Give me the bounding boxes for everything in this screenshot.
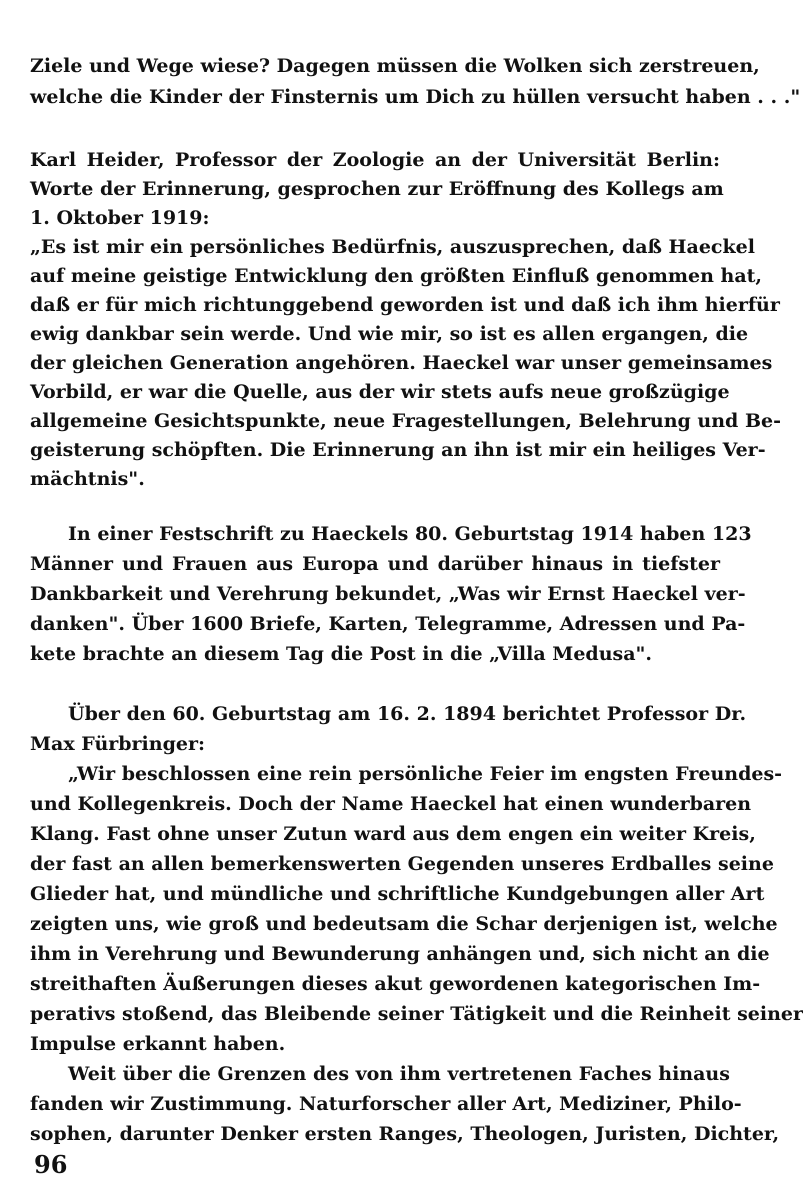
text-line: welche die Kinder der Finsternis um Dich zu hüllen versucht haben . . ." (30, 86, 801, 108)
text-line: Ziele und Wege wiese? Dagegen müssen die Wolken sich zerstreuen, (30, 55, 760, 77)
text-line: Dankbarkeit und Verehrung bekundet, „Was wir Ernst Haeckel ver- (30, 583, 746, 605)
text-line: mächtnis". (30, 468, 145, 490)
text-line: Glieder hat, und mündliche und schriftliche Kundgebungen aller Art (30, 883, 765, 905)
text-line: Weit über die Grenzen des von ihm vertretenen Faches hinaus (68, 1063, 730, 1085)
text-line: und Kollegenkreis. Doch der Name Haeckel hat einen wunderbaren (30, 793, 752, 815)
text-line: kete brachte an diesem Tag die Post in die „Villa Medusa". (30, 643, 653, 665)
text-line: Worte der Erinnerung, gesprochen zur Eröffnung des Kollegs am (30, 178, 724, 200)
text-line: „Es ist mir ein persönliches Bedürfnis, auszusprechen, daß Haeckel (30, 236, 755, 258)
text-line: danken". Über 1600 Briefe, Karten, Telegramme, Adressen und Pa- (30, 613, 746, 635)
text-line: der gleichen Generation angehören. Haeckel war unser gemeinsames (30, 352, 773, 374)
text-line: „Wir beschlossen eine rein persönliche Feier im engsten Freundes- (68, 763, 783, 785)
text-line: Über den 60. Geburtstag am 16. 2. 1894 berichtet Professor Dr. (68, 703, 747, 725)
text-line: Impulse erkannt haben. (30, 1033, 286, 1055)
text-line: zeigten uns, wie groß und bedeutsam die Schar derjenigen ist, welche (30, 913, 778, 935)
text-line: streithaften Äußerungen dieses akut gewordenen kategorischen Im- (30, 973, 761, 995)
text-line: sophen, darunter Denker ersten Ranges, Theologen, Juristen, Dichter, (30, 1123, 780, 1145)
text-line: fanden wir Zustimmung. Naturforscher aller Art, Mediziner, Philo- (30, 1093, 742, 1115)
text-line: 1. Oktober 1919: (30, 207, 210, 229)
text-line: Vorbild, er war die Quelle, aus der wir stets aufs neue großzügige (30, 381, 730, 403)
text-line: der fast an allen bemerkenswerten Gegenden unseres Erdballes seine (30, 853, 774, 875)
page-number: 96 (34, 1150, 68, 1179)
text-line: geisterung schöpften. Die Erinnerung an ihn ist mir ein heiliges Ver- (30, 439, 766, 461)
text-line: Männer und Frauen aus Europa und darüber hinaus in tiefster (30, 553, 720, 575)
text-line: ewig dankbar sein werde. Und wie mir, so ist es allen ergangen, die (30, 323, 749, 345)
text-line: daß er für mich richtunggebend geworden ist und daß ich ihm hierfür (30, 294, 780, 316)
text-line: ihm in Verehrung und Bewunderung anhängen und, sich nicht an die (30, 943, 770, 965)
text-line: Max Fürbringer: (30, 733, 205, 755)
text-line: Karl Heider, Professor der Zoologie an der Universität Berlin: (30, 149, 720, 171)
text-line: auf meine geistige Entwicklung den größten Einfluß genommen hat, (30, 265, 763, 287)
text-line: Klang. Fast ohne unser Zutun ward aus dem engen ein weiter Kreis, (30, 823, 756, 845)
text-line: In einer Festschrift zu Haeckels 80. Geburtstag 1914 haben 123 (68, 523, 752, 545)
text-line: allgemeine Gesichtspunkte, neue Fragestellungen, Belehrung und Be- (30, 410, 781, 432)
text-line: perativs stoßend, das Bleibende seiner Tätigkeit und die Reinheit seiner (30, 1003, 803, 1025)
